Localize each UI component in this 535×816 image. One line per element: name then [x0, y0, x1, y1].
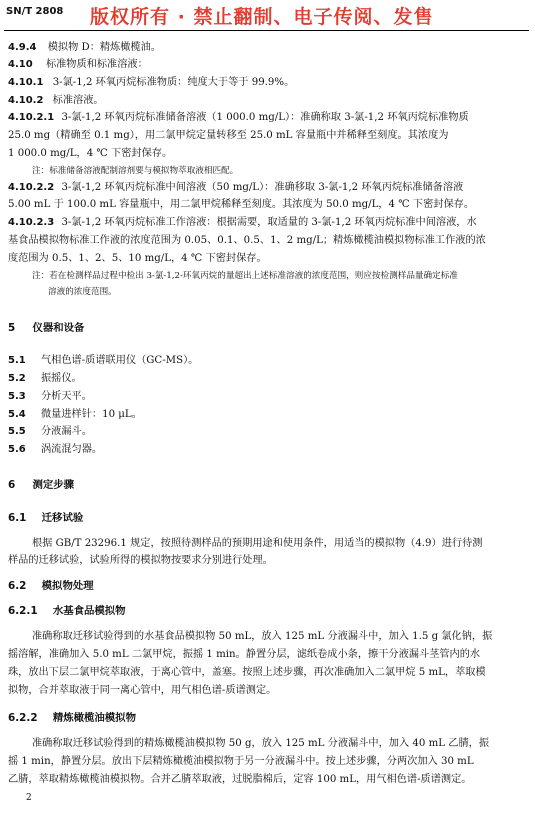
clause-6-2-1-heading: [8, 605, 126, 618]
paragraph-text: 根据 GB/T 23296.1 规定，按照待测样品的预期用途和使用条件，用适当的模拟物（4.9）进行待测: [32, 538, 483, 549]
clause-title: 水基食品模拟物: [52, 605, 126, 617]
clause-text: 分液漏斗。: [40, 426, 92, 437]
clause-number: 4.10.2.1: [8, 112, 55, 123]
clause-text: 3-氯-1,2 环氧丙烷标准储备溶液（1 000.0 mg/L）：准确称取 3-氯-1,2 环氧丙烷标准物质: [61, 112, 469, 123]
paragraph-text-cont: 拟物，合并萃取液于同一离心管中，用气相色谱-质谱测定。: [8, 685, 277, 696]
clause-5-3: [8, 390, 92, 403]
clause-number: 4.9.4: [8, 42, 37, 53]
note-text: 注：若在检测样品过程中检出 3-氯-1,2-环氧丙烷的量超出上述标准溶液的浓度范围，则应按检测样品量确定标准: [32, 271, 458, 281]
clause-text: 气相色谱-质谱联用仪（GC-MS）。: [40, 355, 199, 366]
clause-6-2-2-heading: [8, 712, 136, 725]
clause-text-cont: 度范围为 0.5、1、2、5、10 mg/L，4 ℃ 下密封保存。: [8, 253, 267, 264]
clause-title: 精炼橄榄油模拟物: [52, 712, 136, 724]
section-title: 仪器和设备: [32, 322, 85, 334]
clause-4-10-1: [8, 76, 294, 89]
clause-number: 6.1: [8, 512, 27, 524]
clause-text-cont: 25.0 mg（精确至 0.1 mg），用二氯甲烷定量转移至 25.0 mL 容量瓶中并稀释至刻度。其浓度为: [8, 130, 449, 141]
clause-title: 模拟物处理: [41, 580, 94, 592]
paragraph-text-cont: 摇溶解，准确加入 5.0 mL 二氯甲烷，振摇 1 min。静置分层，滤纸卷成小条，擦干分液漏斗茎管内的水: [8, 649, 481, 660]
clause-text: 模拟物 D：精炼橄榄油。: [47, 42, 162, 53]
clause-number: 6.2: [8, 580, 27, 592]
paragraph-text-cont: 珠，放出下层二氯甲烷萃取液，于离心管中，盖塞。按照上述步骤，再次准确加入二氯甲烷 5 mL，萃取模: [8, 667, 486, 678]
clause-text-cont: 基食品模拟物标准工作液的浓度范围为 0.05、0.1、0.5、1、2 mg/L；精炼橄榄油模拟物标准工作液的浓: [8, 235, 486, 246]
standard-number: SN/T 2808: [6, 6, 64, 17]
clause-4-9-4: [8, 41, 161, 54]
clause-number: 5.3: [8, 391, 26, 402]
paragraph-text-cont: 乙腈，萃取精炼橄榄油模拟物。合并乙腈萃取液，过脱脂棉后，定容 100 mL，用气相色谱-质谱测定。: [8, 774, 472, 785]
page-number: 2: [26, 793, 32, 803]
clause-text: 微量进样针：10 μL。: [40, 409, 142, 420]
clause-number: 6.2.2: [8, 712, 38, 724]
section-number: 6: [8, 479, 16, 491]
clause-6-1-heading: [8, 512, 83, 525]
clause-4-10-2-1: [8, 111, 469, 124]
clause-text: 涡流混匀器。: [40, 444, 103, 455]
clause-5-1: [8, 354, 198, 367]
clause-number: 4.10: [8, 59, 33, 70]
clause-5-2: [8, 372, 82, 385]
clause-4-10-2: [8, 94, 104, 107]
clause-4-10: [8, 58, 148, 71]
section-title: 测定步骤: [32, 479, 75, 491]
section-6-heading: [8, 479, 74, 492]
clause-4-10-2-3: [8, 216, 477, 229]
note-text: 注：标准储备溶液配制溶剂要与模拟物萃取液相匹配。: [32, 166, 239, 176]
copyright-watermark: 版权所有 · 禁止翻制、电子传阅、发售: [90, 6, 434, 28]
note-text-cont: 溶液的浓度范围。: [48, 287, 117, 297]
clause-6-2-heading: [8, 580, 94, 593]
clause-number: 4.10.2: [8, 95, 44, 106]
clause-number: 4.10.2.3: [8, 217, 55, 228]
clause-5-4: [8, 408, 142, 421]
paragraph-text: 准确称取迁移试验得到的水基食品模拟物 50 mL，放入 125 mL 分液漏斗中，加入 1.5 g 氯化钠，振: [32, 631, 493, 642]
clause-text-cont: 5.00 mL 于 100.0 mL 容量瓶中，用二氯甲烷稀释至刻度。其浓度为 50.0 mg/L，4 ℃ 下密封保存。: [8, 199, 475, 210]
clause-4-10-2-2: [8, 181, 463, 194]
clause-text: 分析天平。: [40, 391, 92, 402]
clause-number: 5.4: [8, 409, 26, 420]
header-rule: [4, 30, 529, 31]
section-number: 5: [8, 322, 16, 334]
clause-number: 6.2.1: [8, 605, 38, 617]
clause-5-6: [8, 443, 102, 456]
clause-number: 5.5: [8, 426, 26, 437]
clause-number: 4.10.1: [8, 77, 44, 88]
clause-number: 5.2: [8, 373, 26, 384]
clause-number: 4.10.2.2: [8, 182, 55, 193]
section-5-heading: [8, 322, 84, 335]
clause-text: 标准溶液。: [52, 95, 104, 106]
clause-text: 3-氯-1,2 环氧丙烷标准工作溶液：根据需要，取适量的 3-氯-1,2 环氧丙烷标准中间溶液，水: [61, 217, 477, 228]
clause-title: 迁移试验: [41, 512, 84, 524]
clause-number: 5.6: [8, 444, 26, 455]
clause-5-5: [8, 425, 92, 438]
paragraph-text-cont: 摇 1 min，静置分层。放出下层精炼橄榄油模拟物于另一分液漏斗中。按上述步骤，分两次加入 30 mL: [8, 756, 474, 767]
clause-number: 5.1: [8, 355, 26, 366]
clause-text: 振摇仪。: [40, 373, 82, 384]
clause-text: 标准物质和标准溶液：: [45, 59, 148, 70]
clause-text: 3-氯-1,2 环氧丙烷标准物质：纯度大于等于 99.9%。: [52, 77, 295, 88]
paragraph-text: 准确称取迁移试验得到的精炼橄榄油模拟物 50 g，放入 125 mL 分液漏斗中，加入 40 mL 乙腈，振: [32, 738, 490, 749]
paragraph-text-cont: 样品的迁移试验，试验所得的模拟物按要求分别进行处理。: [8, 555, 273, 566]
clause-text: 3-氯-1,2 环氧丙烷标准中间溶液（50 mg/L）：准确移取 3-氯-1,2 环氧丙烷标准储备溶液: [61, 182, 464, 193]
clause-text-cont: 1 000.0 mg/L，4 ℃ 下密封保存。: [8, 148, 173, 159]
